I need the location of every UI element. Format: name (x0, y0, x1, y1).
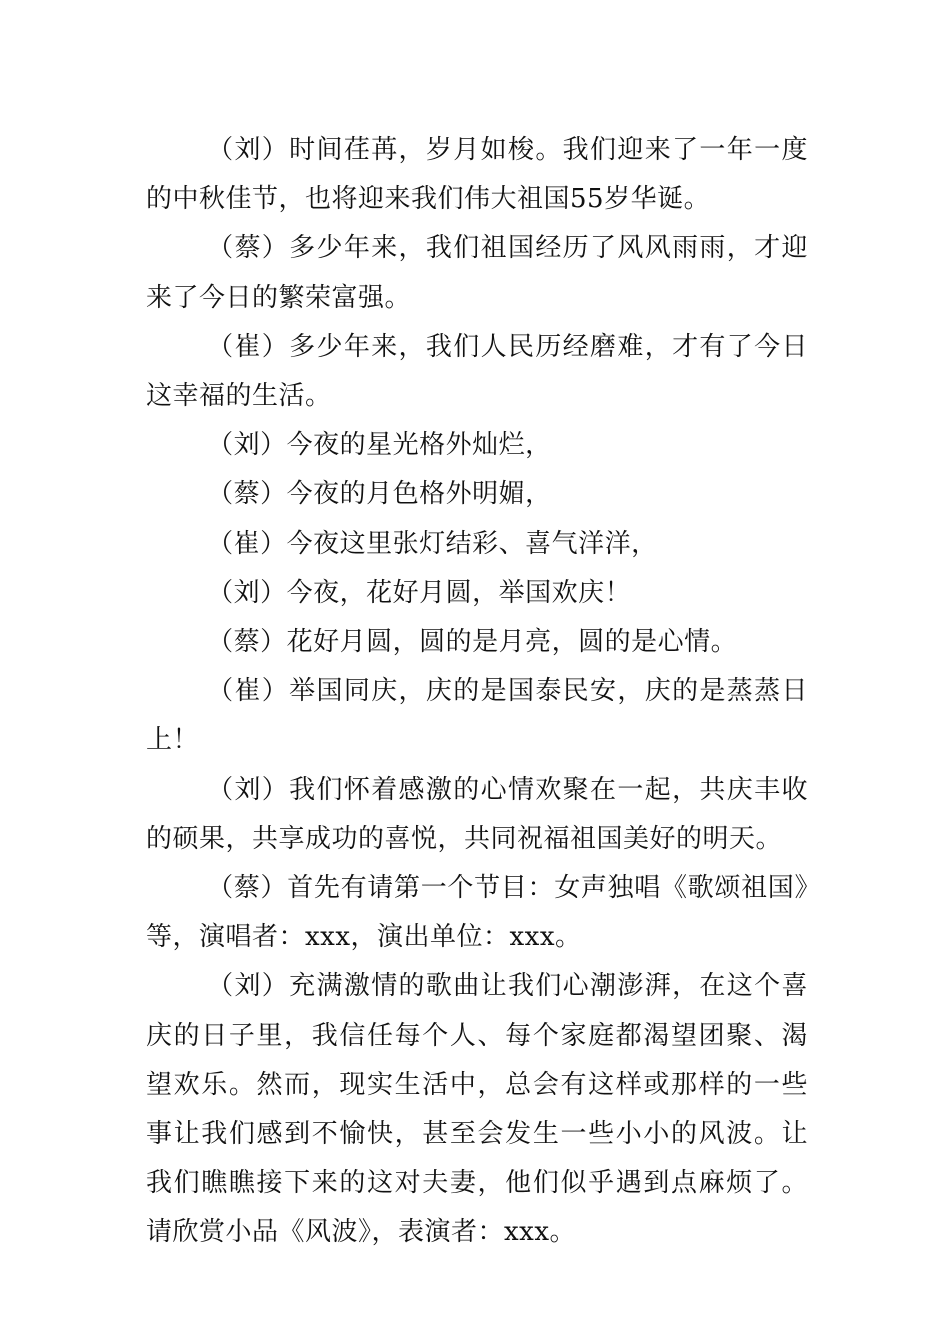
paragraph-8: （蔡）花好月圆，圆的是月亮，圆的是心情。 (207, 627, 738, 658)
paragraph-3: （崔）多少年来，我们人民历经磨难，才有了今日这幸福的生活。 (146, 331, 808, 412)
paragraph-7: （刘）今夜，花好月圆，举国欢庆！ (207, 577, 632, 608)
document-body (146, 126, 808, 1258)
paragraph-9: （崔）举国同庆，庆的是国泰民安，庆的是蒸蒸日上！ (146, 676, 808, 756)
paragraph-12: （刘）充满激情的歌曲让我们心潮澎湃，在这个喜庆的日子里，我信任每个人、每个家庭都渴望团聚、渴望欢乐。然而，现实生活中，总会有这样或那样的一些事让我们感到不愉快，甚至会发生一些小小的风波。让我们瞧瞧接下来的这对夫妻，他们似乎遇到点麻烦了。请欣赏小品《风波》，表演者：xxx。 (146, 971, 808, 1248)
paragraph-11: （蔡）首先有请第一个节目：女声独唱《歌颂祖国》等，演唱者：xxx，演出单位：xxx。 (146, 873, 808, 953)
paragraph-1: （刘）时间荏苒，岁月如梭。我们迎来了一年一度的中秋佳节，也将迎来我们伟大祖国55岁华诞。 (146, 135, 808, 215)
paragraph-5: （蔡）今夜的月色格外明媚， (207, 479, 552, 510)
paragraph-4: （刘）今夜的星光格外灿烂， (207, 430, 552, 461)
paragraph-10: （刘）我们怀着感激的心情欢聚在一起，共庆丰收的硕果，共享成功的喜悦，共同祝福祖国美好的明天。 (146, 774, 808, 854)
paragraph-2: （蔡）多少年来，我们祖国经历了风风雨雨，才迎来了今日的繁荣富强。 (146, 233, 808, 313)
paragraph-6: （崔）今夜这里张灯结彩、喜气洋洋， (207, 528, 658, 559)
